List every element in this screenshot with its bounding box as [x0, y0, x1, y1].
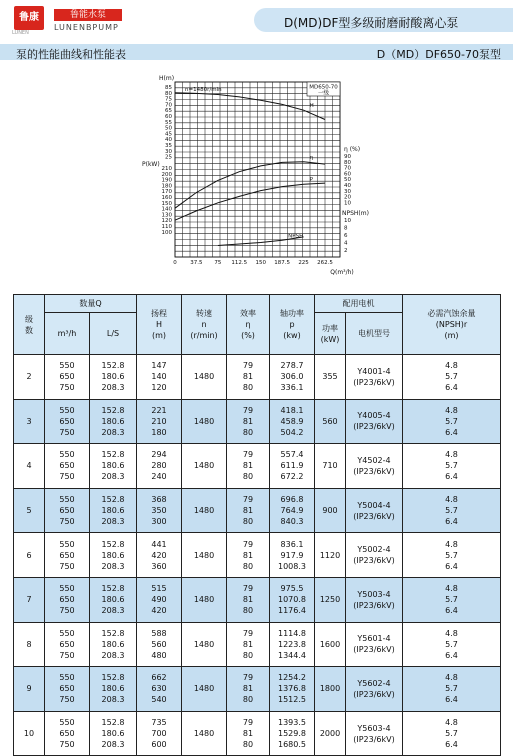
motor-power-cell: 1600 [315, 622, 346, 667]
head-cell: 588 560 480 [137, 622, 182, 667]
flow-m3h-cell: 550 650 750 [45, 533, 90, 578]
flow-ls-cell: 152.8 180.6 208.3 [90, 533, 137, 578]
stage-cell: 3 [14, 399, 45, 444]
h-axis-label: H(m) [159, 75, 175, 82]
flow-m3h-cell: 550 650 750 [45, 444, 90, 489]
x-tick-label: 262.5 [317, 260, 333, 266]
h-tick-label: 60 [165, 114, 172, 120]
flow-m3h-cell: 550 650 750 [45, 488, 90, 533]
h-tick-label: 75 [165, 96, 172, 103]
table-row [14, 622, 501, 667]
h-tick-label: 70 [165, 102, 172, 109]
speed-cell: 1480 [182, 355, 227, 400]
shaft-power-cell: 1254.2 1376.8 1512.5 [270, 667, 315, 712]
table-row [14, 355, 501, 400]
p-axis-label: P(kW) [142, 161, 160, 168]
h-tick-label: 25 [165, 154, 172, 161]
motor-model-cell: Y5601-4 (IP23/6kV) [346, 622, 403, 667]
motor-model-cell: Y5603-4 (IP23/6kV) [346, 711, 403, 756]
brand-name-en: LUNENBPUMP [54, 23, 119, 32]
flow-ls-cell: 152.8 180.6 208.3 [90, 355, 137, 400]
speed-cell: 1480 [182, 622, 227, 667]
motor-model-cell: Y4005-4 (IP23/6kV) [346, 399, 403, 444]
x-tick-label: 187.5 [274, 260, 291, 266]
header-flow-m3h: m³/h [45, 313, 90, 355]
shaft-power-cell: 696.8 764.9 840.3 [270, 488, 315, 533]
eta-axis-label: η (%) [344, 146, 361, 153]
eta-tick-label: 80 [344, 159, 351, 166]
npsh-tick-label: 4 [344, 240, 348, 247]
efficiency-cell: 79 81 80 [227, 488, 270, 533]
motor-power-cell: 900 [315, 488, 346, 533]
efficiency-cell: 79 81 80 [227, 533, 270, 578]
motor-power-cell: 1250 [315, 577, 346, 622]
document-title: D(MD)DF型多级耐磨耐酸离心泵 [284, 16, 459, 30]
eta-tick-label: 30 [344, 188, 351, 195]
motor-power-cell: 560 [315, 399, 346, 444]
p-tick-label: 140 [161, 206, 172, 213]
header-motor-power: 功率 (kW) [315, 313, 346, 355]
speed-cell: 1480 [182, 667, 227, 712]
x-axis-label: Q(m³/h) [330, 269, 354, 276]
p-tick-label: 130 [161, 212, 172, 219]
npsh-tick-label: 6 [344, 233, 348, 239]
logo-mark: 鲁康 [19, 12, 39, 23]
flow-ls-cell: 152.8 180.6 208.3 [90, 622, 137, 667]
header-flow-ls: L/S [90, 313, 137, 355]
npsh-tick-label: 2 [344, 248, 348, 254]
motor-model-cell: Y4502-4 (IP23/6kV) [346, 444, 403, 489]
x-tick-label: 150 [255, 260, 266, 266]
eta-tick-label: 70 [344, 165, 351, 172]
p-tick-label: 180 [161, 183, 172, 190]
npsh-cell: 4.8 5.7 6.4 [403, 444, 501, 489]
h-tick-label: 85 [165, 85, 172, 91]
flow-ls-cell: 152.8 180.6 208.3 [90, 711, 137, 756]
npsh-tick-label: 8 [344, 225, 348, 232]
speed-cell: 1480 [182, 399, 227, 444]
head-cell: 515 490 420 [137, 577, 182, 622]
motor-model-cell: Y5004-4 (IP23/6kV) [346, 488, 403, 533]
shaft-power-cell: 836.1 917.9 1008.3 [270, 533, 315, 578]
flow-m3h-cell: 550 650 750 [45, 667, 90, 712]
x-tick-label: 225 [298, 260, 309, 266]
x-tick-label: 37.5 [190, 260, 203, 266]
h-tick-label: 65 [165, 108, 172, 115]
speed-cell: 1480 [182, 533, 227, 578]
speed-cell: 1480 [182, 711, 227, 756]
npsh-cell: 4.8 5.7 6.4 [403, 622, 501, 667]
h-tick-label: 35 [165, 143, 172, 149]
flow-m3h-cell: 550 650 750 [45, 577, 90, 622]
curve-label: η [309, 154, 314, 161]
efficiency-cell: 79 81 80 [227, 577, 270, 622]
efficiency-cell: 79 81 80 [227, 667, 270, 712]
head-cell: 368 350 300 [137, 488, 182, 533]
flow-ls-cell: 152.8 180.6 208.3 [90, 577, 137, 622]
shaft-power-cell: 1393.5 1529.8 1680.5 [270, 711, 315, 756]
npsh-cell: 4.8 5.7 6.4 [403, 667, 501, 712]
x-tick-label: 112.5 [231, 260, 248, 266]
motor-power-cell: 1800 [315, 667, 346, 712]
p-tick-label: 120 [161, 218, 172, 225]
p-tick-label: 190 [161, 177, 172, 184]
table-row [14, 444, 501, 489]
flow-m3h-cell: 550 650 750 [45, 399, 90, 444]
p-tick-label: 160 [161, 195, 172, 201]
model-sub: 一级 [317, 90, 330, 97]
section-title: 泵的性能曲线和性能表 [16, 48, 126, 61]
motor-power-cell: 1120 [315, 533, 346, 578]
logo-subtext: LUNEN [12, 30, 29, 36]
x-tick-label: 75 [214, 260, 222, 266]
flow-ls-cell: 152.8 180.6 208.3 [90, 399, 137, 444]
curve-label: H [309, 103, 314, 110]
head-cell: 221 210 180 [137, 399, 182, 444]
flow-m3h-cell: 550 650 750 [45, 711, 90, 756]
eta-tick-label: 90 [344, 154, 351, 160]
motor-model-cell: Y5003-4 (IP23/6kV) [346, 577, 403, 622]
flow-ls-cell: 152.8 180.6 208.3 [90, 488, 137, 533]
p-tick-label: 210 [161, 166, 172, 172]
efficiency-cell: 79 81 80 [227, 622, 270, 667]
performance-table [13, 294, 501, 756]
npsh-cell: 4.8 5.7 6.4 [403, 399, 501, 444]
speed-cell: 1480 [182, 488, 227, 533]
npsh-cell: 4.8 5.7 6.4 [403, 355, 501, 400]
x-tick-label: 0 [173, 260, 177, 266]
motor-model-cell: Y4001-4 (IP23/6kV) [346, 355, 403, 400]
table-row [14, 488, 501, 533]
npsh-tick-label: 10 [344, 218, 351, 224]
eta-tick-label: 50 [344, 177, 351, 184]
p-tick-label: 200 [161, 171, 172, 178]
shaft-power-cell: 418.1 458.9 504.2 [270, 399, 315, 444]
speed-cell: 1480 [182, 577, 227, 622]
motor-power-cell: 355 [315, 355, 346, 400]
h-tick-label: 80 [165, 90, 172, 97]
efficiency-cell: 79 81 80 [227, 355, 270, 400]
header-motor: 配用电机 [315, 295, 403, 313]
efficiency-cell: 79 81 80 [227, 444, 270, 489]
p-tick-label: 170 [161, 189, 172, 196]
curve-label: NPSH [288, 233, 304, 240]
eta-tick-label: 20 [344, 194, 351, 201]
pump-model-title: D（MD）DF650-70泵型 [376, 48, 501, 61]
curve-label: P [309, 177, 313, 184]
h-tick-label: 45 [165, 131, 172, 138]
eta-tick-label: 10 [344, 200, 351, 207]
header-efficiency: 效率 η (%) [227, 295, 270, 355]
table-row [14, 667, 501, 712]
company-logo [14, 6, 44, 30]
stage-cell: 9 [14, 667, 45, 712]
table-row [14, 577, 501, 622]
eta-tick-label: 40 [344, 183, 351, 189]
head-cell: 147 140 120 [137, 355, 182, 400]
header-motor-model: 电机型号 [346, 313, 403, 355]
flow-ls-cell: 152.8 180.6 208.3 [90, 444, 137, 489]
model-label: MD650-70 [309, 84, 338, 91]
npsh-cell: 4.8 5.7 6.4 [403, 711, 501, 756]
table-row [14, 399, 501, 444]
chart-grid [175, 82, 340, 257]
h-tick-label: 40 [165, 137, 172, 144]
header-stage: 级 数 [14, 295, 45, 355]
shaft-power-cell: 278.7 306.0 336.1 [270, 355, 315, 400]
brand-name-cn: 鲁能水泵 [54, 9, 122, 21]
shaft-power-cell: 975.5 1070.8 1176.4 [270, 577, 315, 622]
stage-cell: 6 [14, 533, 45, 578]
stage-cell: 4 [14, 444, 45, 489]
p-tick-label: 100 [161, 229, 172, 236]
h-tick-label: 30 [165, 148, 172, 155]
header-head: 扬程 H (m) [137, 295, 182, 355]
top-banner [0, 0, 513, 40]
p-tick-label: 150 [161, 200, 172, 207]
header-flow: 数量Q [45, 295, 137, 313]
shaft-power-cell: 1114.8 1223.8 1344.4 [270, 622, 315, 667]
npsh-axis-label: NPSH(m) [342, 210, 369, 217]
npsh-cell: 4.8 5.7 6.4 [403, 533, 501, 578]
eta-tick-label: 60 [344, 171, 351, 178]
npsh-cell: 4.8 5.7 6.4 [403, 577, 501, 622]
motor-model-cell: Y5002-4 (IP23/6kV) [346, 533, 403, 578]
stage-cell: 5 [14, 488, 45, 533]
speed-cell: 1480 [182, 444, 227, 489]
flow-m3h-cell: 550 650 750 [45, 622, 90, 667]
header-speed: 转速 n (r/min) [182, 295, 227, 355]
h-tick-label: 55 [165, 119, 172, 126]
head-cell: 735 700 600 [137, 711, 182, 756]
p-tick-label: 110 [161, 224, 172, 230]
head-cell: 662 630 540 [137, 667, 182, 712]
stage-cell: 8 [14, 622, 45, 667]
table-row [14, 533, 501, 578]
stage-cell: 7 [14, 577, 45, 622]
motor-model-cell: Y5602-4 (IP23/6kV) [346, 667, 403, 712]
head-cell: 294 280 240 [137, 444, 182, 489]
header-npsh: 必需汽蚀余量 (NPSH)r (m) [403, 295, 501, 355]
header-shaft-power: 轴功率 p (kw) [270, 295, 315, 355]
table-row [14, 711, 501, 756]
h-tick-label: 50 [165, 125, 172, 132]
motor-power-cell: 710 [315, 444, 346, 489]
efficiency-cell: 79 81 80 [227, 399, 270, 444]
speed-label: n=1480r/min [185, 87, 222, 93]
shaft-power-cell: 557.4 611.9 672.2 [270, 444, 315, 489]
flow-ls-cell: 152.8 180.6 208.3 [90, 667, 137, 712]
efficiency-cell: 79 81 80 [227, 711, 270, 756]
head-cell: 441 420 360 [137, 533, 182, 578]
stage-cell: 10 [14, 711, 45, 756]
stage-cell: 2 [14, 355, 45, 400]
motor-power-cell: 2000 [315, 711, 346, 756]
performance-curve-chart [135, 70, 375, 280]
flow-m3h-cell: 550 650 750 [45, 355, 90, 400]
npsh-cell: 4.8 5.7 6.4 [403, 488, 501, 533]
